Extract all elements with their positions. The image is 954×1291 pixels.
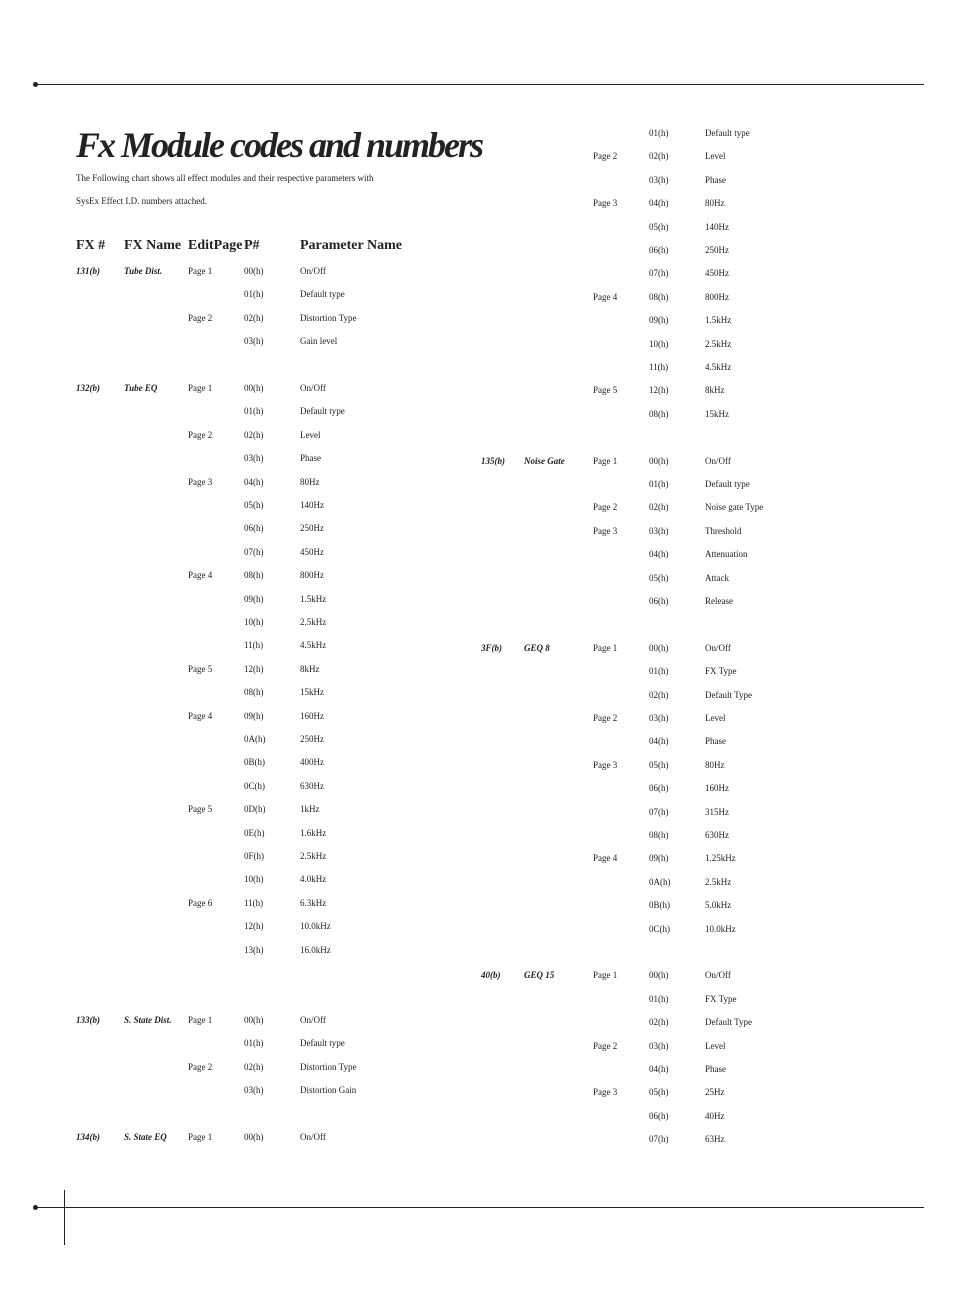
parameter-number-cell: 02(h) — [649, 1017, 669, 1028]
parameter-name-cell: Default type — [705, 128, 750, 138]
parameter-name-cell: 4.5kHz — [705, 362, 732, 372]
fx-name-cell: Tube EQ — [124, 383, 158, 393]
parameter-number-cell: 05(h) — [649, 1087, 669, 1098]
header-parameter-name: Parameter Name — [300, 238, 402, 253]
parameter-number-cell: 04(h) — [649, 549, 669, 560]
parameter-name-cell: 250Hz — [300, 734, 324, 744]
parameter-number-cell: 04(h) — [649, 736, 669, 747]
fx-number-cell: 3F(b) — [481, 642, 502, 653]
parameter-number-cell: 00(h) — [244, 1131, 264, 1142]
parameter-number-cell: 07(h) — [649, 268, 669, 279]
bottom-rule-dot — [33, 1205, 38, 1210]
parameter-name-cell: Phase — [300, 453, 321, 464]
parameter-name-cell: 630Hz — [300, 780, 324, 791]
parameter-number-cell: 08(h) — [649, 830, 669, 840]
edit-page-cell: Page 1 — [593, 455, 618, 466]
parameter-name-cell: 800Hz — [705, 291, 729, 302]
parameter-name-cell: 250Hz — [705, 245, 729, 255]
parameter-name-cell: 25Hz — [705, 1087, 725, 1098]
page-title: Fx Module codes and numbers — [76, 125, 483, 165]
parameter-number-cell: 03(h) — [649, 174, 669, 185]
parameter-number-cell: 13(h) — [244, 944, 264, 955]
parameter-number-cell: 10(h) — [649, 338, 669, 349]
parameter-name-cell: Attack — [705, 572, 729, 583]
parameter-number-cell: 0A(h) — [244, 734, 266, 744]
parameter-name-cell: 140Hz — [300, 500, 324, 510]
parameter-number-cell: 11(h) — [244, 640, 264, 651]
edit-page-cell: Page 2 — [593, 713, 618, 723]
fx-name-cell: S. State EQ — [124, 1131, 167, 1142]
parameter-number-cell: 04(h) — [649, 1064, 669, 1074]
parameter-name-cell: 630Hz — [705, 830, 729, 840]
edit-page-cell: Page 2 — [593, 1040, 618, 1051]
parameter-name-cell: 1.5kHz — [705, 315, 732, 326]
parameter-number-cell: 10(h) — [244, 617, 264, 627]
parameter-name-cell: 8kHz — [705, 385, 725, 396]
fx-name-cell: GEQ 8 — [524, 642, 550, 653]
parameter-name-cell: Release — [705, 596, 733, 606]
parameter-number-cell: 11(h) — [649, 362, 669, 372]
parameter-name-cell: 450Hz — [705, 268, 729, 279]
parameter-number-cell: 0B(h) — [244, 757, 265, 768]
parameter-name-cell: Level — [300, 429, 321, 440]
parameter-number-cell: 05(h) — [649, 572, 669, 583]
fx-number-cell: 135(b) — [481, 455, 505, 466]
parameter-number-cell: 07(h) — [649, 1134, 669, 1145]
parameter-number-cell: 02(h) — [649, 502, 669, 513]
parameter-number-cell: 11(h) — [244, 897, 264, 908]
parameter-name-cell: 4.5kHz — [300, 640, 327, 651]
parameter-name-cell: Level — [705, 1040, 726, 1051]
parameter-number-cell: 03(h) — [649, 713, 669, 723]
parameter-name-cell: 450Hz — [300, 546, 324, 557]
edit-page-cell: Page 5 — [188, 663, 213, 674]
parameter-number-cell: 06(h) — [244, 523, 264, 534]
edit-page-cell: Page 5 — [188, 804, 213, 815]
parameter-number-cell: 0D(h) — [244, 804, 266, 815]
header-fx-name: FX Name — [124, 238, 182, 253]
fx-number-cell: 134(b) — [76, 1131, 100, 1142]
parameter-name-cell: Level — [705, 713, 726, 723]
edit-page-cell: Page 2 — [188, 312, 213, 323]
edit-page-cell: Page 2 — [188, 429, 213, 440]
parameter-name-cell: Gain level — [300, 336, 338, 347]
parameter-name-cell: Phase — [705, 1064, 726, 1074]
parameter-number-cell: 03(h) — [244, 453, 264, 464]
parameter-number-cell: 00(h) — [244, 383, 264, 393]
parameter-number-cell: 09(h) — [244, 710, 264, 721]
parameter-name-cell: Phase — [705, 174, 726, 185]
intro-line-1: The Following chart shows all effect modules and their respective parameters with — [76, 173, 374, 183]
edit-page-cell: Page 3 — [188, 476, 213, 487]
bottom-crop-mark — [64, 1190, 65, 1245]
parameter-number-cell: 00(h) — [649, 970, 669, 981]
parameter-name-cell: 8kHz — [300, 663, 320, 674]
top-rule — [36, 84, 924, 85]
parameter-number-cell: 05(h) — [649, 759, 669, 770]
parameter-name-cell: Default type — [300, 1038, 345, 1049]
parameter-number-cell: 03(h) — [649, 525, 669, 536]
bottom-rule — [36, 1207, 924, 1208]
parameter-name-cell: On/Off — [705, 970, 731, 981]
parameter-name-cell: 80Hz — [300, 476, 320, 487]
parameter-name-cell: 2.5kHz — [705, 338, 732, 349]
parameter-number-cell: 04(h) — [649, 198, 669, 209]
fx-name-cell: Tube Dist. — [124, 266, 163, 276]
edit-page-cell: Page 2 — [593, 151, 618, 162]
parameter-number-cell: 02(h) — [649, 151, 669, 162]
parameter-name-cell: Default type — [300, 406, 345, 417]
edit-page-cell: Page 4 — [188, 710, 213, 721]
fx-number-cell: 132(b) — [76, 383, 100, 393]
parameter-number-cell: 06(h) — [649, 596, 669, 606]
parameter-number-cell: 01(h) — [649, 666, 669, 677]
edit-page-cell: Page 3 — [593, 198, 618, 209]
parameter-number-cell: 01(h) — [649, 479, 669, 489]
parameter-name-cell: 5.0kHz — [705, 900, 732, 911]
fx-number-cell: 131(b) — [76, 266, 100, 276]
parameter-number-cell: 03(h) — [649, 1040, 669, 1051]
parameter-name-cell: 10.0kHz — [300, 921, 331, 932]
parameter-name-cell: 6.3kHz — [300, 897, 327, 908]
parameter-number-cell: 01(h) — [649, 128, 669, 138]
parameter-name-cell: Distortion Type — [300, 312, 357, 323]
edit-page-cell: Page 2 — [188, 1061, 213, 1072]
parameter-name-cell: On/Off — [300, 383, 326, 393]
parameter-name-cell: 63Hz — [705, 1134, 725, 1145]
edit-page-cell: Page 4 — [188, 570, 213, 581]
parameter-number-cell: 12(h) — [244, 663, 264, 674]
parameter-number-cell: 09(h) — [244, 593, 264, 604]
parameter-name-cell: 1.5kHz — [300, 593, 327, 604]
parameter-name-cell: Threshold — [705, 525, 742, 536]
edit-page-cell: Page 3 — [593, 1087, 618, 1098]
parameter-number-cell: 05(h) — [649, 221, 669, 232]
parameter-number-cell: 09(h) — [649, 315, 669, 326]
parameter-number-cell: 01(h) — [244, 406, 264, 417]
parameter-name-cell: 80Hz — [705, 198, 725, 209]
parameter-number-cell: 06(h) — [649, 783, 669, 794]
parameter-number-cell: 12(h) — [244, 921, 264, 932]
edit-page-cell: Page 4 — [593, 291, 618, 302]
parameter-number-cell: 02(h) — [649, 689, 669, 700]
edit-page-cell: Page 2 — [593, 502, 618, 513]
parameter-number-cell: 0B(h) — [649, 900, 670, 911]
edit-page-cell: Page 1 — [188, 266, 213, 276]
parameter-name-cell: 15kHz — [300, 687, 324, 698]
edit-page-cell: Page 1 — [188, 1131, 213, 1142]
parameter-name-cell: Noise gate Type — [705, 502, 764, 513]
edit-page-cell: Page 1 — [188, 1014, 213, 1025]
parameter-name-cell: FX Type — [705, 666, 737, 677]
parameter-number-cell: 00(h) — [244, 266, 264, 276]
edit-page-cell: Page 3 — [593, 525, 618, 536]
edit-page-cell: Page 1 — [188, 383, 213, 393]
parameter-name-cell: 1.25kHz — [705, 853, 736, 864]
parameter-number-cell: 03(h) — [244, 336, 264, 347]
fx-name-cell: S. State Dist. — [124, 1014, 172, 1025]
parameter-name-cell: Default type — [300, 289, 345, 300]
parameter-number-cell: 08(h) — [649, 408, 669, 419]
parameter-number-cell: 08(h) — [244, 570, 264, 581]
parameter-name-cell: 80Hz — [705, 759, 725, 770]
parameter-name-cell: 315Hz — [705, 806, 729, 817]
parameter-number-cell: 07(h) — [244, 546, 264, 557]
parameter-name-cell: On/Off — [705, 455, 731, 466]
parameter-name-cell: 10.0kHz — [705, 923, 736, 934]
fx-number-cell: 40(b) — [481, 970, 501, 981]
parameter-name-cell: Default Type — [705, 1017, 752, 1028]
edit-page-cell: Page 3 — [593, 759, 618, 770]
parameter-number-cell: 06(h) — [649, 245, 669, 255]
parameter-number-cell: 08(h) — [649, 291, 669, 302]
fx-name-cell: GEQ 15 — [524, 970, 555, 981]
parameter-number-cell: 0E(h) — [244, 827, 265, 838]
edit-page-cell: Page 6 — [188, 897, 213, 908]
header-parameter-number: P# — [244, 238, 260, 253]
parameter-name-cell: Distortion Type — [300, 1061, 357, 1072]
parameter-name-cell: 250Hz — [300, 523, 324, 534]
parameter-number-cell: 00(h) — [244, 1014, 264, 1025]
edit-page-cell: Page 5 — [593, 385, 618, 396]
parameter-name-cell: FX Type — [705, 993, 737, 1004]
parameter-name-cell: On/Off — [300, 266, 326, 276]
parameter-name-cell: 16.0kHz — [300, 944, 331, 955]
edit-page-cell: Page 1 — [593, 970, 618, 981]
parameter-name-cell: On/Off — [300, 1014, 326, 1025]
parameter-number-cell: 10(h) — [244, 874, 264, 885]
parameter-number-cell: 12(h) — [649, 385, 669, 396]
parameter-name-cell: On/Off — [705, 642, 731, 653]
parameter-name-cell: 2.5kHz — [300, 851, 327, 861]
parameter-name-cell: 4.0kHz — [300, 874, 327, 885]
parameter-number-cell: 02(h) — [244, 1061, 264, 1072]
edit-page-cell: Page 1 — [593, 642, 618, 653]
parameter-number-cell: 05(h) — [244, 500, 264, 510]
parameter-name-cell: On/Off — [300, 1131, 326, 1142]
parameter-name-cell: 15kHz — [705, 408, 729, 419]
parameter-name-cell: Default Type — [705, 689, 752, 700]
parameter-number-cell: 02(h) — [244, 312, 264, 323]
parameter-name-cell: 40Hz — [705, 1110, 725, 1121]
parameter-number-cell: 0A(h) — [649, 876, 671, 887]
parameter-number-cell: 06(h) — [649, 1110, 669, 1121]
fx-number-cell: 133(b) — [76, 1014, 100, 1025]
parameter-name-cell: 160Hz — [300, 710, 324, 721]
parameter-name-cell: 1.6kHz — [300, 827, 327, 838]
parameter-name-cell: 400Hz — [300, 757, 324, 768]
header-edit-page: EditPage — [188, 238, 243, 253]
parameter-number-cell: 09(h) — [649, 853, 669, 864]
parameter-name-cell: 2.5kHz — [300, 617, 327, 627]
parameter-number-cell: 04(h) — [244, 476, 264, 487]
parameter-name-cell: 160Hz — [705, 783, 729, 794]
parameter-number-cell: 03(h) — [244, 1085, 264, 1095]
parameter-name-cell: 1kHz — [300, 804, 320, 815]
parameter-name-cell: Phase — [705, 736, 726, 747]
parameter-name-cell: 140Hz — [705, 221, 729, 232]
intro-line-2: SysEx Effect I.D. numbers attached. — [76, 196, 208, 206]
parameter-number-cell: 0C(h) — [649, 923, 670, 934]
parameter-name-cell: Default type — [705, 479, 750, 489]
parameter-number-cell: 07(h) — [649, 806, 669, 817]
parameter-name-cell: 800Hz — [300, 570, 324, 581]
header-fx-number: FX # — [76, 238, 106, 253]
parameter-number-cell: 02(h) — [244, 429, 264, 440]
parameter-number-cell: 00(h) — [649, 455, 669, 466]
fx-name-cell: Noise Gate — [524, 455, 565, 466]
parameter-number-cell: 01(h) — [244, 1038, 264, 1049]
parameter-number-cell: 0F(h) — [244, 851, 264, 861]
parameter-name-cell: Level — [705, 151, 726, 162]
parameter-number-cell: 01(h) — [649, 993, 669, 1004]
top-rule-dot — [33, 82, 38, 87]
parameter-number-cell: 01(h) — [244, 289, 264, 300]
parameter-name-cell: 2.5kHz — [705, 876, 732, 887]
parameter-name-cell: Attenuation — [705, 549, 748, 560]
parameter-number-cell: 08(h) — [244, 687, 264, 698]
parameter-number-cell: 00(h) — [649, 642, 669, 653]
parameter-name-cell: Distortion Gain — [300, 1085, 357, 1095]
parameter-number-cell: 0C(h) — [244, 780, 265, 791]
edit-page-cell: Page 4 — [593, 853, 618, 864]
